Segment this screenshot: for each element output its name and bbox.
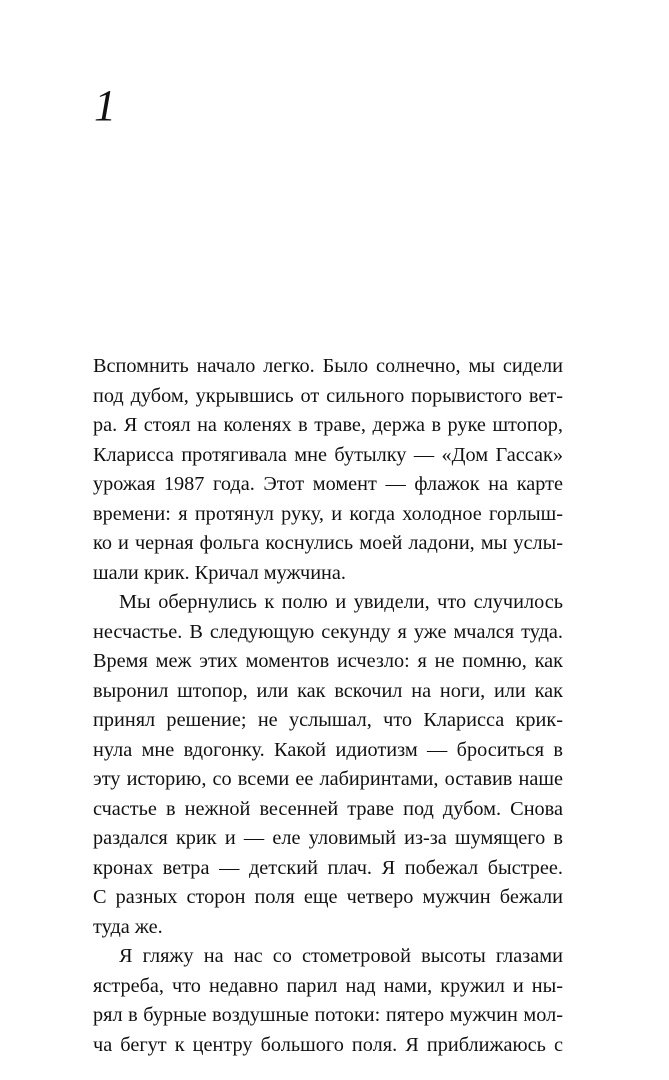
- text-line: кронах ветра — детский плач. Я побежал быстрее.: [93, 856, 563, 879]
- text-line: счастье в нежной весенней траве под дубом. Снова: [93, 797, 563, 820]
- text-line: Время меж этих моментов исчезло: я не помню, как: [93, 650, 563, 672]
- paragraph-3: [93, 942, 563, 1060]
- text-line: ра. Я стоял на коленях в траве, держа в руке штопор,: [93, 414, 563, 436]
- text-line: выронил штопор, или как вскочил на ноги, или как: [93, 679, 563, 702]
- text-line: времени: я протянул руку, и когда холодное горлыш-: [93, 502, 563, 525]
- paragraph-1: [93, 352, 563, 588]
- text-line: рял в бурные воздушные потоки: пятеро мужчин мол-: [93, 1004, 563, 1026]
- text-line: Кларисса протягивала мне бутылку — «Дом Гассак»: [93, 443, 563, 466]
- text-line: шали крик. Кричал мужчина.: [93, 561, 346, 584]
- text-line: эту историю, со всеми ее лабиринтами, оставив наше: [93, 768, 563, 790]
- text-line: принял решение; не услышал, что Кларисса крик-: [93, 709, 563, 731]
- text-line: урожая 1987 года. Этот момент — флажок на карте: [93, 473, 563, 495]
- text-line: туда же.: [93, 915, 163, 938]
- text-line: несчастье. В следующую секунду я уже мчался туда.: [93, 620, 563, 643]
- chapter-text: [93, 352, 563, 1060]
- text-line: ча бегут к центру большого поля. Я приближаюсь с: [93, 1033, 563, 1056]
- paragraph-2: [93, 588, 563, 942]
- text-line: ко и черная фольга коснулись моей ладони, мы услы-: [93, 532, 563, 554]
- text-line: С разных сторон поля еще четверо мужчин бежали: [93, 886, 563, 908]
- text-line: ястреба, что недавно парил над нами, кружил и ны-: [93, 974, 563, 997]
- text-line: нула мне вдогонку. Какой идиотизм — броситься в: [93, 738, 563, 761]
- text-line: Вспомнить начало легко. Было солнечно, мы сидели: [93, 355, 563, 377]
- text-line: раздался крик и — еле уловимый из-за шумящего в: [93, 827, 563, 849]
- text-line: под дубом, укрывшись от сильного порывистого вет-: [93, 384, 563, 407]
- text-line: Я гляжу на нас со стометровой высоты глазами: [119, 945, 563, 967]
- text-line: Мы обернулись к полю и увидели, что случилось: [119, 591, 563, 613]
- chapter-number: 1: [94, 81, 116, 130]
